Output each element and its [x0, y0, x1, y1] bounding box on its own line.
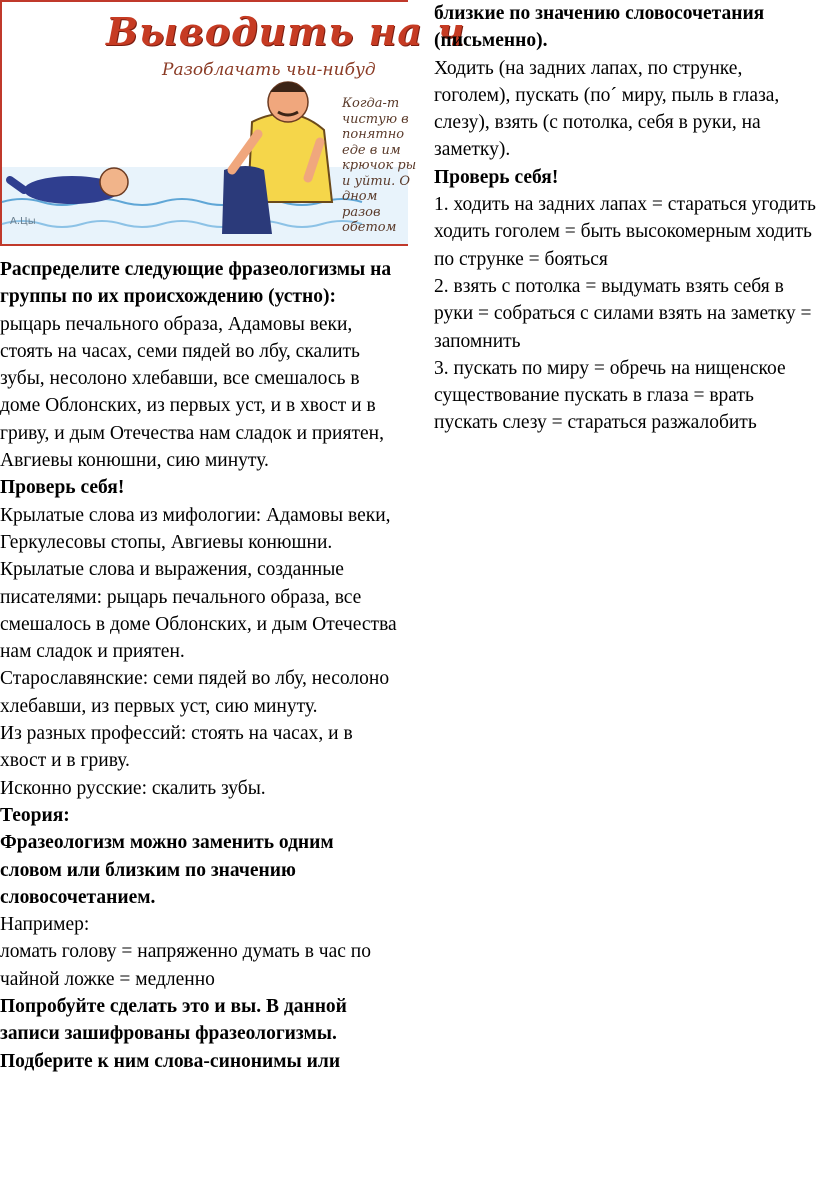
- answer-professions: Из разных профессий: стоять на часах, и в хвост и в гриву.: [0, 723, 353, 772]
- answer-native-russian: Исконно русские: скалить зубы.: [0, 777, 266, 799]
- illustration-side-text: [342, 96, 422, 236]
- theory-heading: Теория:: [0, 804, 70, 826]
- side-line: разов: [342, 204, 381, 220]
- example-text: ломать голову = напряженно думать в час по чайной ложке = медленно: [0, 941, 371, 990]
- exercise-heading: Попробуйте сделать это и вы. В данной записи зашифрованы фразеологизмы. Подберите к ним слова-синонимы или: [0, 996, 347, 1072]
- theory-text: Фразеологизм можно заменить одним словом или близким по значению словосочетанием.: [0, 832, 334, 908]
- check-heading: Проверь себя!: [0, 477, 125, 499]
- cartoon-illustration: [0, 0, 466, 246]
- side-line: дном: [342, 189, 378, 204]
- phraseology-list: рыцарь печального образа, Адамовы веки, стоять на часах, семи пядей во лбу, скалить зубы, несолоно хлебавши, все смешалось в доме Облонских, из первых уст, и в хвост и в гриву, и дым Отечества нам сладок и приятен, Авгиевы конюшни, сию минуту.: [0, 313, 384, 472]
- illustration-signature: А.Цы: [10, 216, 36, 227]
- task-heading: Распределите следующие фразеологизмы на группы по их происхождению (устно):: [0, 259, 392, 308]
- side-line: понятно: [342, 127, 405, 142]
- right-column: [434, 0, 816, 437]
- side-line: крючок ры: [342, 158, 417, 173]
- side-line: и уйти. О: [342, 173, 411, 189]
- example-label: Например:: [0, 914, 90, 936]
- exercise-words: Ходить (на задних лапах, по струнке, гоголем), пускать (по´ миру, пыль в глаза, слезу), взять (с потолка, себя в руки, на заметку).: [434, 57, 780, 161]
- side-line: чистую в: [342, 111, 409, 127]
- answer-1: 1. ходить на задних лапах = стараться угодить ходить гоголем = быть высокомерным ходить по струнке = бояться: [434, 194, 816, 270]
- answer-old-slavonic: Старославянские: семи пядей во лбу, несолоно хлебавши, из первых уст, сию минуту.: [0, 668, 390, 717]
- exercise-heading-continued: близкие по значению словосочетания (письменно).: [434, 3, 765, 52]
- illustration-subtitle: Разоблачать чьи-нибуд: [162, 60, 376, 80]
- illustration-title: Выводить на ч: [106, 9, 466, 54]
- answer-3: 3. пускать по миру = обречь на нищенское существование пускать в глаза = врать пускать слезу = стараться разжалобить: [434, 357, 786, 434]
- check-heading-2: Проверь себя!: [434, 166, 559, 188]
- side-line: Когда-т: [342, 96, 400, 111]
- answer-2: 2. взять с потолка = выдумать взять себя в руки = собраться с силами взять на заметку = запомнить: [434, 275, 812, 352]
- answer-writers: Крылатые слова и выражения, созданные писателями: рыцарь печального образа, все смешалось в доме Облонских, и дым Отечества нам сладок и приятен.: [0, 559, 397, 663]
- side-line: обетом: [342, 220, 397, 235]
- answer-mythology: Крылатые слова из мифологии: Адамовы веки, Геркулесовы стопы, Авгиевы конюшни.: [0, 504, 391, 553]
- side-line: еде в им: [342, 142, 401, 158]
